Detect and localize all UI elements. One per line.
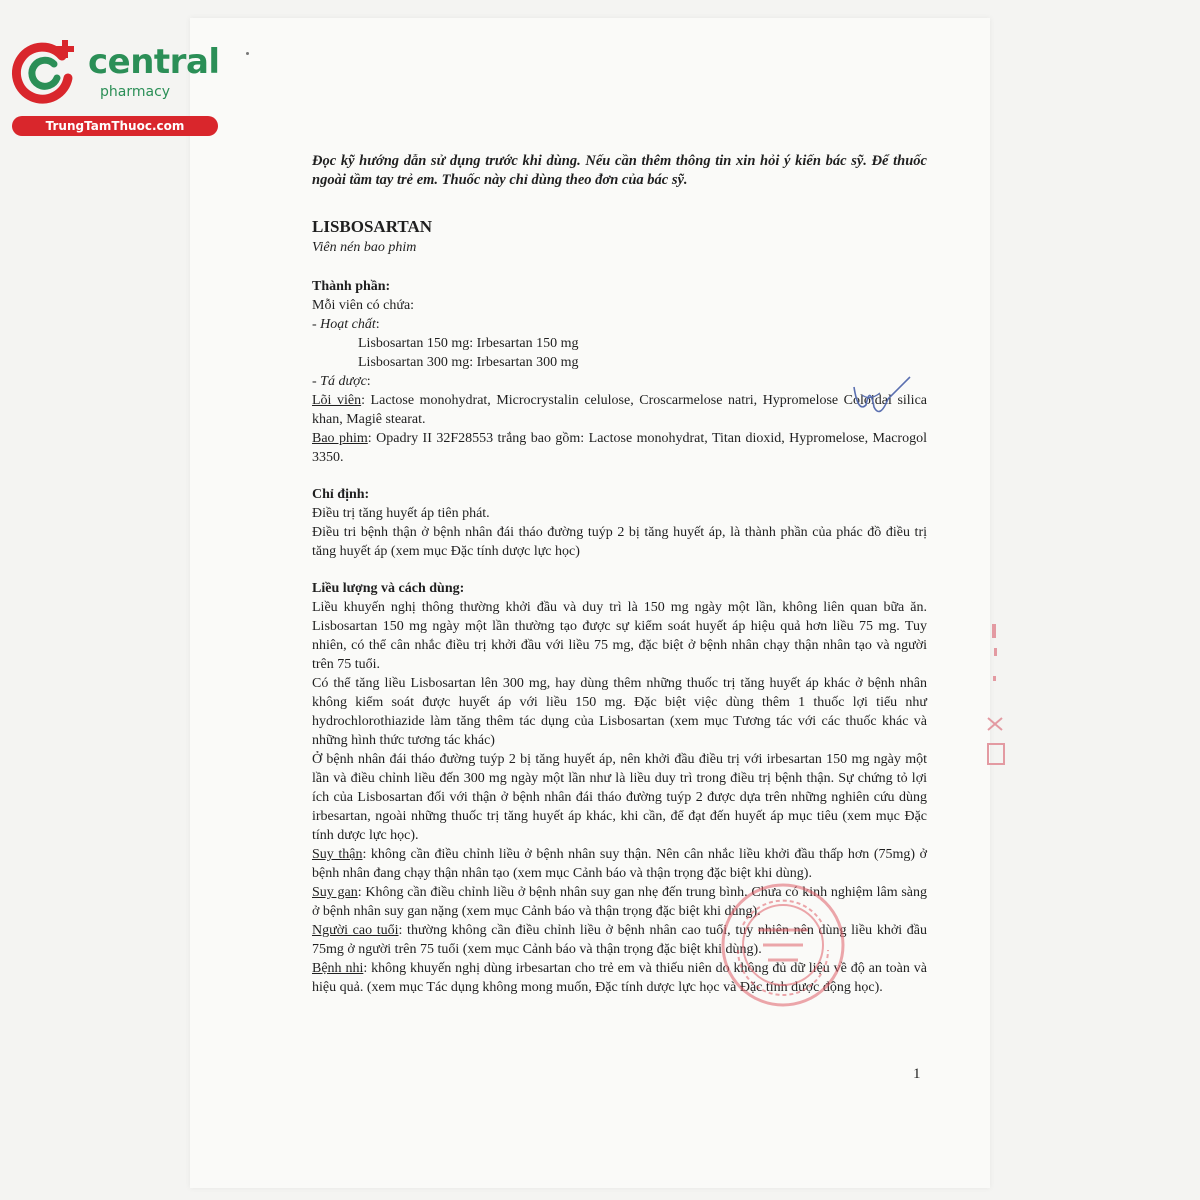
- document-body: [312, 152, 927, 997]
- special-text: : không khuyến nghị dùng irbesartan cho trẻ em và thiếu niên do không đủ dữ liệu về độ an toàn và hiệu quả. (xem mục Tác dụng không mong muốn, Đặc tính dược lực học và Đặc tính dược động học).: [312, 961, 927, 995]
- core-label: Lõi viên: [312, 393, 362, 408]
- core-line: [312, 391, 927, 429]
- page-number: 1: [913, 1066, 921, 1082]
- indication-line: Điều trị tăng huyết áp tiên phát.: [312, 506, 490, 521]
- composition-intro: Mỗi viên có chứa:: [312, 298, 415, 313]
- excipient-label: Tá dược: [320, 374, 367, 389]
- special-text: : không cần điều chỉnh liều ở bệnh nhân suy thận. Nên cân nhắc liều khởi đầu thấp hơn (75mg) ở bệnh nhân đang chạy thận nhân tạo (xem mục Cảnh báo và thận trọng đặc biệt khi dùng).: [312, 847, 927, 881]
- dosage-paragraph: Ở bệnh nhân đái tháo đường tuýp 2 bị tăng huyết áp, nên khởi đầu điều trị với irbesartan 150 mg ngày một lần và điều chỉnh liều đến 300 mg ngày một lần như là liều duy trì trong điều trị bệnh thận. Sự chứng tỏ lợi ích của Lisbosartan đối với thận ở bệnh nhân đái tháo đường tuýp 2 được dựa trên những nghiên cứu dùng irbesartan, ngoài những thuốc trị tăng huyết áp khác, khi cần, để đạt đến huyết áp mục tiêu (xem mục Đặc tính dược lực học).: [312, 752, 927, 843]
- active-item: Lisbosartan 300 mg: Irbesartan 300 mg: [358, 355, 579, 370]
- coat-line: [312, 429, 927, 467]
- composition-heading: Thành phần:: [312, 279, 391, 294]
- logo-website: TrungTamThuoc.com: [12, 116, 218, 136]
- special-text: : thường không cần điều chỉnh liều ở bệnh nhân cao tuổi, tuy nhiên nên dùng liều khởi đầu 75mg ở người trên 75 tuổi (xem mục Cảnh báo và thận trọng đặc biệt khi dùng).: [312, 923, 927, 957]
- special-text: : Không cần điều chỉnh liều ở bệnh nhân suy gan nhẹ đến trung bình. Chưa có kinh nghiệm lâm sàng ở bệnh nhân suy gan nặng (xem mục Cảnh báo và thận trọng đặc biệt khi dùng).: [312, 885, 927, 919]
- logo-subtitle: pharmacy: [100, 84, 171, 100]
- coat-label: Bao phim: [312, 431, 368, 446]
- scan-speck: [246, 52, 249, 55]
- coat-text: : Opadry II 32F28553 trắng bao gồm: Lactose monohydrat, Titan dioxid, Hypromelose, Macrogol 3350.: [312, 431, 927, 465]
- logo-name: central: [88, 42, 220, 82]
- excipient-label-line: - Tá dược:: [312, 374, 371, 389]
- company-stamp: [718, 880, 848, 1010]
- active-label: Hoạt chất: [320, 317, 376, 332]
- dosage-paragraph: Có thể tăng liều Lisbosartan lên 300 mg, hay dùng thêm những thuốc trị tăng huyết áp khác ở bệnh nhân không kiểm soát được huyết áp với liều 150 mg. Đặc biệt việc dùng thêm 1 thuốc lợi tiểu như hydrochlorothiazide làm tăng thêm tác dụng của Lisbosartan (xem mục Tương tác với các thuốc khác và những hình thức tương tác khác): [312, 676, 927, 748]
- warning-note: Đọc kỹ hướng dẫn sử dụng trước khi dùng. Nếu cần thêm thông tin xin hỏi ý kiến bác sỹ. Để thuốc ngoài tầm tay trẻ em. Thuốc này chỉ dùng theo đơn của bác sỹ.: [312, 153, 927, 188]
- drug-form: Viên nén bao phim: [312, 240, 417, 255]
- core-text: : Lactose monohydrat, Microcrystalin celulose, Croscarmelose natri, Hypromelose Coloidal silica khan, Magiê stearat.: [312, 393, 927, 427]
- special-label: Người cao tuổi: [312, 923, 399, 938]
- dosage-heading: Liều lượng và cách dùng:: [312, 581, 465, 596]
- signature-mark: [840, 365, 920, 425]
- indications-heading: Chỉ định:: [312, 487, 370, 502]
- special-label: Bệnh nhi: [312, 961, 364, 976]
- active-item: Lisbosartan 150 mg: Irbesartan 150 mg: [358, 336, 579, 351]
- special-label: Suy thận: [312, 847, 363, 862]
- special-label: Suy gan: [312, 885, 358, 900]
- pharmacy-cross-icon: [10, 36, 80, 106]
- special-population: [312, 845, 927, 883]
- dosage-paragraph: Liều khuyến nghị thông thường khởi đầu và duy trì là 150 mg ngày một lần, không liên quan bữa ăn. Lisbosartan 150 mg ngày một lần thường tạo được sự kiểm soát huyết áp hiệu quả hơn liều 75 mg. Tuy nhiên, có thể cân nhắc điều trị khởi đầu với liều 75 mg, đặc biệt ở bệnh nhân chạy thận nhân tạo và người trên 75 tuổi.: [312, 600, 927, 672]
- central-pharmacy-logo: [10, 36, 220, 136]
- margin-stamp-marks: [984, 618, 1008, 778]
- drug-title: LISBOSARTAN: [312, 217, 433, 236]
- active-label-line: - Hoạt chất:: [312, 317, 380, 332]
- indication-line: Điều tri bệnh thận ở bệnh nhân đái tháo đường tuýp 2 bị tăng huyết áp, là thành phần của phác đồ điều trị tăng huyết áp (xem mục Đặc tính dược lực học): [312, 525, 927, 559]
